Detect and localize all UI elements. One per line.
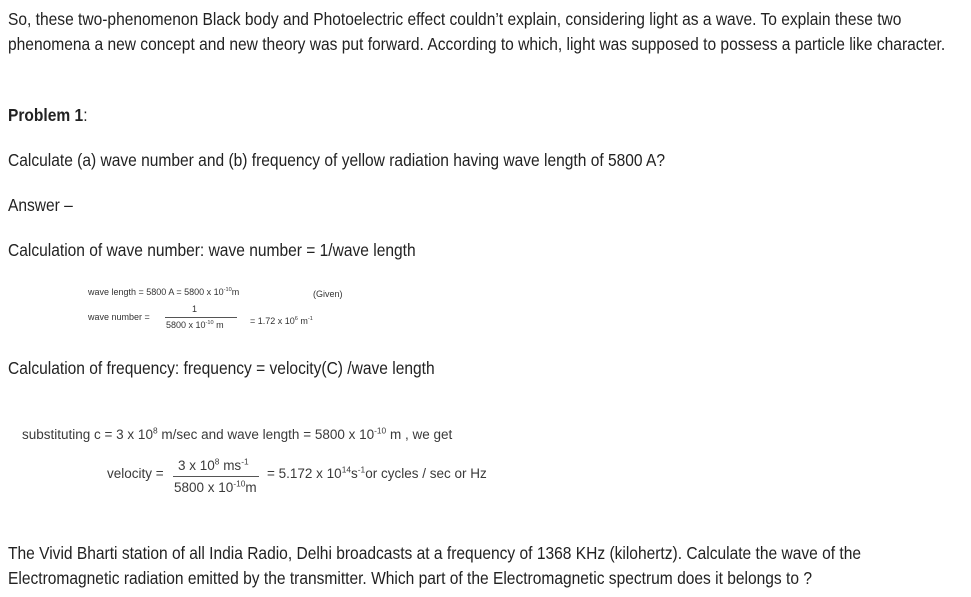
result1-exp: 6 xyxy=(294,316,298,322)
res2-exp: 14 xyxy=(341,464,351,475)
fraction1-den-exp: -10 xyxy=(205,320,214,326)
velocity-result xyxy=(267,466,487,481)
fraction1-den-text: 5800 x 10 xyxy=(166,320,206,330)
problem-heading-label: Problem 1 xyxy=(8,105,84,125)
wave-length-line xyxy=(88,287,239,297)
res2-end: or cycles / sec or Hz xyxy=(365,466,487,481)
radio-problem-paragraph: The Vivid Bharti station of all India Radio, Delhi broadcasts at a frequency of 1368 KHz (kilohertz). Calculate the wave of the Electromagnetic radiation emitted by the transmitter. Which part of the Electromagnetic spectrum does it belongs to ? xyxy=(8,543,862,588)
wave-length-text: wave length = 5800 A = 5800 x 10 xyxy=(88,287,224,297)
result1-unit: m xyxy=(300,316,308,326)
num2-unit-exp: -1 xyxy=(241,456,249,467)
intro-paragraph: So, these two-phenomenon Black body and Photoelectric effect couldn’t explain, considering light as a wave. To explain these two phenomena a new concept and new theory was put forward. According to which, light was supposed to possess a particle like character. xyxy=(8,9,946,54)
wave-length-unit: m xyxy=(231,287,240,297)
substitution-line xyxy=(22,427,452,442)
answer-label: Answer – xyxy=(8,195,73,215)
fraction1-denominator xyxy=(166,320,224,330)
sub-text-3: m , we get xyxy=(386,427,453,442)
num2-unit: ms xyxy=(219,458,242,473)
den2-exp: -10 xyxy=(233,478,246,489)
den2-text: 5800 x 10 xyxy=(174,480,234,495)
fraction2-denominator xyxy=(174,480,257,495)
result1-unit-exp: -1 xyxy=(307,316,313,322)
question-text: Calculate (a) wave number and (b) frequency of yellow radiation having wave length of 5800 A? xyxy=(8,150,666,170)
sub-text-2: m/sec and wave length = 5800 x 10 xyxy=(157,427,375,442)
wave-number-result xyxy=(250,316,313,326)
fraction1-numerator: 1 xyxy=(192,304,198,314)
problem-heading-colon: : xyxy=(83,105,88,125)
res2-unit-exp: -1 xyxy=(357,464,366,475)
fraction1-bar xyxy=(165,317,237,318)
given-label: (Given) xyxy=(313,289,343,299)
fraction2-numerator xyxy=(178,458,249,473)
velocity-label: velocity = xyxy=(107,466,164,481)
wave-length-exp: -10 xyxy=(223,287,232,293)
fraction1-den-unit: m xyxy=(216,320,224,330)
res2-text: = 5.172 x 10 xyxy=(267,466,342,481)
result1-text: = 1.72 x 10 xyxy=(250,316,295,326)
frequency-calc-heading: Calculation of frequency: frequency = velocity(C) /wave length xyxy=(8,358,435,378)
sub-exp-1: 8 xyxy=(152,425,158,436)
fraction2-bar xyxy=(173,476,259,477)
den2-unit: m xyxy=(245,480,257,495)
sub-exp-2: -10 xyxy=(374,425,387,436)
res2-unit: s xyxy=(351,466,358,481)
wave-number-label: wave number = xyxy=(88,312,150,322)
sub-text-1: substituting c = 3 x 10 xyxy=(22,427,153,442)
num2-exp: 8 xyxy=(214,456,220,467)
problem-heading xyxy=(8,103,88,128)
wave-number-calc-heading: Calculation of wave number: wave number = 1/wave length xyxy=(8,240,416,260)
num2-text: 3 x 10 xyxy=(178,458,215,473)
